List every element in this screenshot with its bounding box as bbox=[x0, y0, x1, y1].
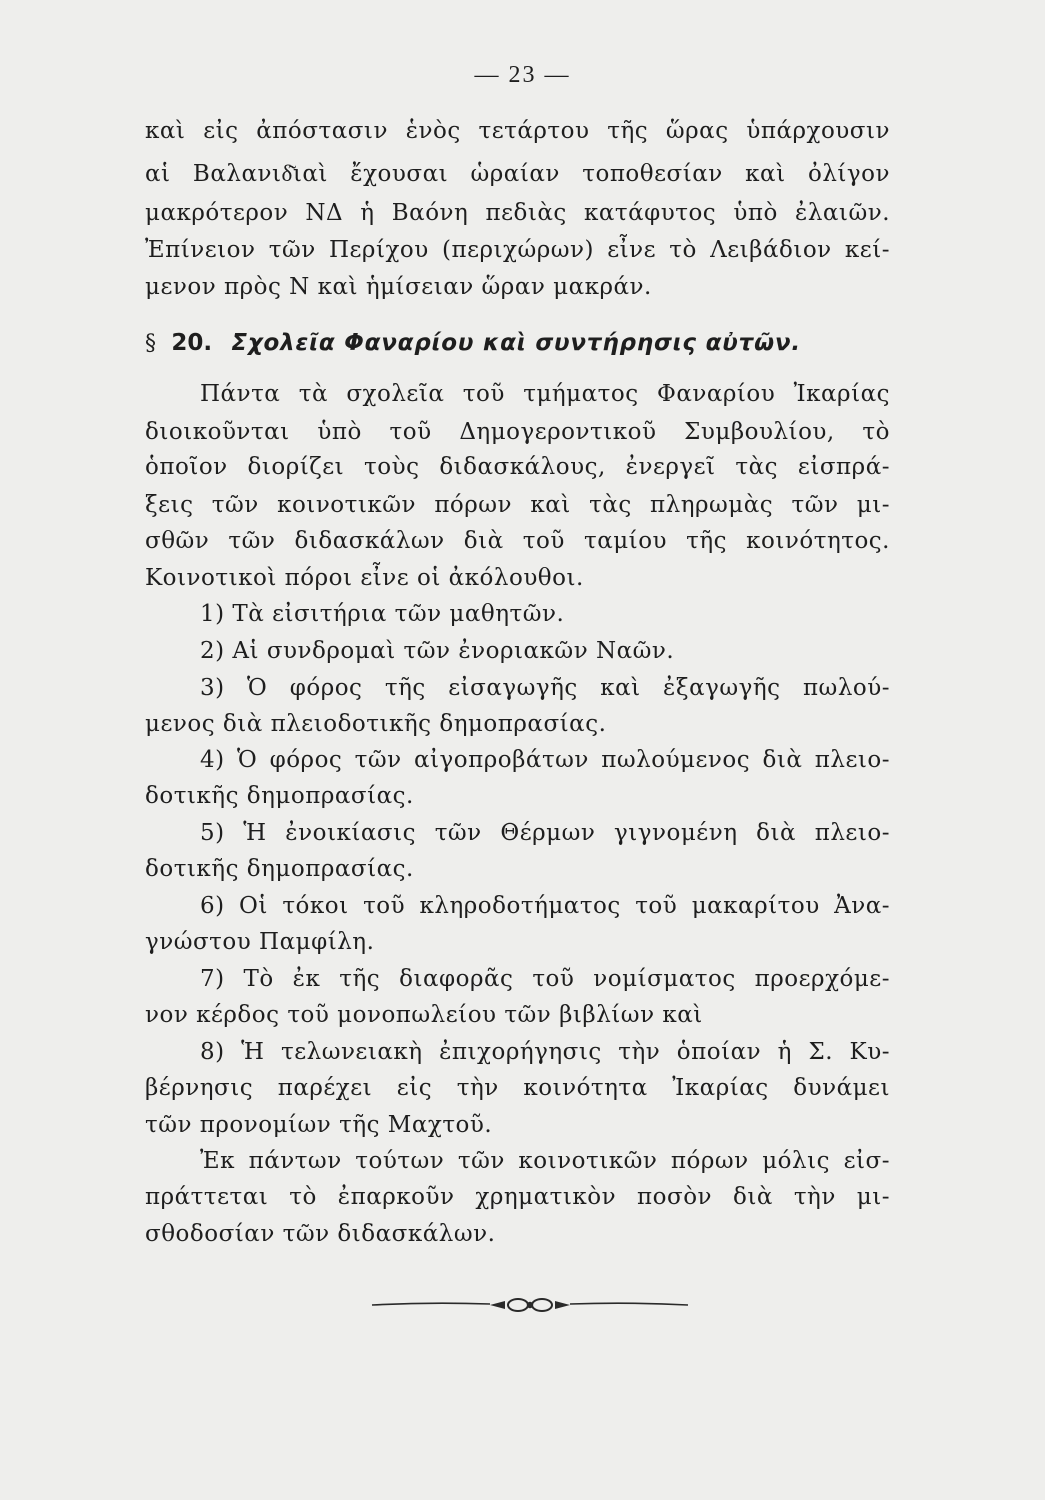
list-item: 1) Τὰ εἰσιτήρια τῶν μαθητῶν. bbox=[200, 601, 565, 627]
text-line: ὁποῖον διορίζει τοὺς διδασκάλους, ἐνεργεῖ τὰς εἰσπρά- bbox=[145, 454, 890, 480]
list-item-continuation: δοτικῆς δημοπρασίας. bbox=[145, 856, 414, 882]
list-item: 5) Ἡ ἐνοικίασις τῶν Θέρμων γιγνομένη διὰ πλειο- bbox=[200, 820, 890, 846]
page-number: — 23 — bbox=[474, 62, 571, 88]
text-line: καὶ εἰς ἀπόστασιν ἑνὸς τετάρτου τῆς ὥρας ὑπάρχουσιν bbox=[145, 118, 890, 144]
list-item-continuation: νον κέρδος τοῦ μονοπωλείου τῶν βιβλίων καὶ bbox=[145, 1002, 703, 1028]
list-item-continuation: τῶν προνομίων τῆς Μαχτοῦ. bbox=[145, 1112, 493, 1138]
list-item: 6) Οἱ τόκοι τοῦ κληροδοτήματος τοῦ μακαρίτου Ἀνα- bbox=[200, 893, 890, 919]
section-heading bbox=[145, 332, 801, 355]
text-line: αἱ Βαλανιδ͂ιαὶ ἔχουσαι ὡραίαν τοποθεσίαν καὶ ὀλίγον bbox=[145, 161, 890, 187]
text-line: ξεις τῶν κοινοτικῶν πόρων καὶ τὰς πληρωμὰς τῶν μι- bbox=[145, 492, 890, 518]
text-line: πράττεται τὸ ἐπαρκοῦν χρηματικὸν ποσὸν διὰ τὴν μι- bbox=[145, 1184, 890, 1210]
list-item: 4) Ὁ φόρος τῶν αἰγοπροβάτων πωλούμενος διὰ πλειο- bbox=[200, 747, 890, 773]
list-item: 8) Ἡ τελωνειακὴ ἐπιχορήγησις τὴν ὁποίαν ἡ Σ. Κυ- bbox=[200, 1039, 890, 1065]
text-line: Κοινοτικοὶ πόροι εἶνε οἱ ἀκόλουθοι. bbox=[145, 565, 584, 591]
text-line: σθῶν τῶν διδασκάλων διὰ τοῦ ταμίου τῆς κοινότητος. bbox=[145, 528, 890, 554]
list-item: 2) Αἱ συνδρομαὶ τῶν ἐνοριακῶν Ναῶν. bbox=[200, 638, 675, 664]
list-item-continuation: βέρνησις παρέχει εἰς τὴν κοινότητα Ἰκαρίας δυνάμει bbox=[145, 1075, 890, 1101]
ornament-divider bbox=[370, 1293, 690, 1317]
list-item-continuation: μενος διὰ πλειοδοτικῆς δημοπρασίας. bbox=[145, 711, 607, 737]
section-number: 20. bbox=[171, 330, 213, 356]
text-line: Ἐπίνειον τῶν Περίχου (περιχώρων) εἶνε τὸ Λειβάδιον κεί- bbox=[145, 237, 890, 263]
text-line: Ἐκ πάντων τούτων τῶν κοινοτικῶν πόρων μόλις εἰσ- bbox=[200, 1148, 890, 1174]
list-item: 3) Ὁ φόρος τῆς εἰσαγωγῆς καὶ ἐξαγωγῆς πωλού- bbox=[200, 675, 890, 701]
text-line: μακρότερον ΝΔ ἡ Βαόνη πεδιὰς κατάφυτος ὑπὸ ἐλαιῶν. bbox=[145, 200, 890, 226]
section-symbol: § bbox=[145, 331, 156, 356]
list-item-continuation: γνώστου Παμφίλη. bbox=[145, 929, 375, 955]
text-line: σθοδοσίαν τῶν διδασκάλων. bbox=[145, 1221, 496, 1247]
text-line: διοικοῦνται ὑπὸ τοῦ Δημογεροντικοῦ Συμβουλίου, τὸ bbox=[145, 419, 890, 445]
text-line: Πάντα τὰ σχολεῖα τοῦ τμήματος Φαναρίου Ἰκαρίας bbox=[200, 381, 890, 407]
list-item-continuation: δοτικῆς δημοπρασίας. bbox=[145, 783, 414, 809]
text-line: μενον πρὸς Ν καὶ ἡμίσειαν ὥραν μακράν. bbox=[145, 274, 652, 300]
list-item: 7) Τὸ ἐκ τῆς διαφορᾶς τοῦ νομίσματος προερχόμε- bbox=[200, 966, 890, 992]
section-title: Σχολεῖα Φαναρίου καὶ συντήρησις αὐτῶν. bbox=[231, 330, 801, 356]
